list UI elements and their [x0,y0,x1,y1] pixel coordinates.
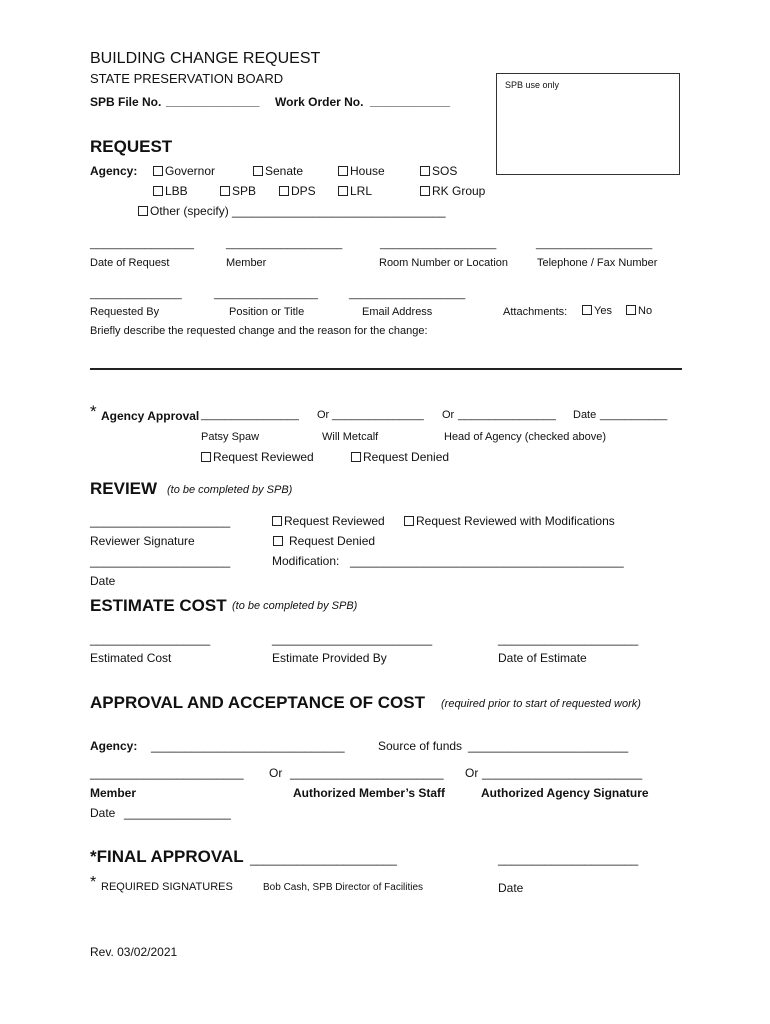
date-label: Date [573,409,597,421]
review-note: (to be completed by SPB) [167,484,293,496]
checkbox-icon[interactable] [253,166,263,176]
member-staff-label: Authorized Member’s Staff [293,786,446,800]
or-label: Or [465,766,479,780]
agency-approval-field-1[interactable]: ________________ [201,409,299,421]
reviewer-signature-field[interactable]: _____________________ [90,514,231,528]
or-label: Or [442,409,455,421]
final-approval-field[interactable]: ______________________ [250,852,397,866]
agency-approval-label: Agency Approval [101,409,200,423]
agency-option-lrl[interactable]: LRL [338,184,372,198]
review-date-label: Date [90,574,116,588]
required-star: * [90,402,97,421]
member-staff-signature-field[interactable]: _______________________ [290,766,444,780]
agency-option-senate[interactable]: Senate [253,164,303,178]
final-date-label: Date [498,881,524,895]
requested-by-label: Requested By [90,306,160,318]
modification-label: Modification: [272,554,340,568]
approver-name: Will Metcalf [322,431,379,443]
checkbox-icon[interactable] [420,186,430,196]
estimated-cost-field[interactable]: __________________ [90,632,211,646]
date-of-estimate-label: Date of Estimate [498,651,587,665]
work-order-label: Work Order No. [275,95,364,109]
checkbox-icon[interactable] [626,305,636,315]
form-subtitle: STATE PRESERVATION BOARD [90,71,284,86]
director-label: Bob Cash, SPB Director of Facilities [263,882,424,893]
agency-option-house[interactable]: House [338,164,385,178]
form-title: BUILDING CHANGE REQUEST [90,50,321,67]
requested-by-field[interactable]: _______________ [90,288,182,300]
agency-option-governor[interactable]: Governor [153,164,215,178]
final-approval-date-field[interactable]: _____________________ [498,852,639,866]
estimate-heading: ESTIMATE COST [90,596,227,615]
agency-approval-field-3[interactable]: ________________ [458,409,556,421]
agency-label: Agency: [90,164,138,178]
agency-option-dps[interactable]: DPS [279,184,316,198]
member-label: Member [226,257,267,269]
agency-request-denied-option[interactable]: Request Denied [351,450,449,464]
other-specify-field[interactable]: ________________________________ [232,204,446,218]
date-of-estimate-field[interactable]: _____________________ [498,632,639,646]
estimated-cost-label: Estimated Cost [90,651,172,665]
approval-note: (required prior to start of requested work) [441,698,641,710]
checkbox-icon[interactable] [338,166,348,176]
final-approval-heading: *FINAL APPROVAL [90,847,244,866]
checkbox-icon[interactable] [220,186,230,196]
attachments-no-option[interactable]: No [626,305,652,317]
revision-date: Rev. 03/02/2021 [90,945,178,959]
telephone-fax-field[interactable]: ___________________ [536,238,653,250]
checkbox-icon[interactable] [279,186,289,196]
approval-agency-field[interactable]: _____________________________ [151,739,345,753]
email-address-label: Email Address [362,306,433,318]
position-title-field[interactable]: _________________ [214,288,319,300]
approval-agency-label: Agency: [90,739,138,753]
work-order-field[interactable]: ____________ [370,94,451,108]
required-star: * [90,874,97,891]
spb-use-only-label: SPB use only [505,80,560,90]
review-date-field[interactable]: _____________________ [90,554,231,568]
reviewer-signature-label: Reviewer Signature [90,534,195,548]
checkbox-icon[interactable] [404,516,414,526]
checkbox-icon[interactable] [420,166,430,176]
estimate-note: (to be completed by SPB) [232,600,358,612]
checkbox-icon[interactable] [351,452,361,462]
review-denied-option[interactable]: Request Denied [273,534,375,548]
estimate-provided-by-label: Estimate Provided By [272,651,387,665]
describe-change-label: Briefly describe the requested change and the reason for the change: [90,325,428,337]
room-location-field[interactable]: ___________________ [380,238,497,250]
request-heading: REQUEST [90,137,173,156]
telephone-fax-label: Telephone / Fax Number [537,257,658,269]
agency-option-other[interactable]: Other (specify) ________________________________ [138,204,446,218]
agency-approval-date-field[interactable]: ___________ [600,409,668,421]
checkbox-icon[interactable] [272,516,282,526]
spb-file-label: SPB File No. [90,95,162,109]
spb-file-field[interactable]: ______________ [166,94,260,108]
agency-option-lbb[interactable]: LBB [153,184,188,198]
attachments-yes-option[interactable]: Yes [582,305,612,317]
checkbox-icon[interactable] [138,206,148,216]
or-label: Or [269,766,283,780]
or-label: Or [317,409,330,421]
approval-date-label: Date [90,806,116,820]
agency-signature-field[interactable]: ________________________ [482,766,643,780]
agency-option-sos[interactable]: SOS [420,164,457,178]
date-of-request-label: Date of Request [90,257,170,269]
review-reviewed-option[interactable]: Request Reviewed [272,514,385,528]
modification-field[interactable]: _________________________________________ [350,554,624,568]
review-reviewed-modifications-option[interactable]: Request Reviewed with Modifications [404,514,615,528]
agency-option-rk-group[interactable]: RK Group [420,184,485,198]
required-signatures-label: REQUIRED SIGNATURES [101,881,233,893]
member-field[interactable]: ___________________ [226,238,343,250]
agency-approval-field-2[interactable]: _______________ [332,409,424,421]
agency-signature-label: Authorized Agency Signature [481,786,649,800]
room-location-label: Room Number or Location [379,257,509,269]
checkbox-icon[interactable] [153,186,163,196]
checkbox-icon[interactable] [582,305,592,315]
source-of-funds-field[interactable]: ________________________ [468,739,629,753]
spb-use-only-box [496,73,680,175]
email-address-field[interactable]: ___________________ [349,288,466,300]
approver-name: Patsy Spaw [201,431,260,443]
review-heading: REVIEW [90,479,158,498]
checkbox-icon[interactable] [201,452,211,462]
checkbox-icon[interactable] [273,536,283,546]
agency-option-spb[interactable]: SPB [220,184,256,198]
source-of-funds-label: Source of funds [378,739,463,753]
attachments-label: Attachments: [503,306,568,318]
position-title-label: Position or Title [229,306,305,318]
member-label: Member [90,786,137,800]
date-of-request-field[interactable]: _________________ [90,238,195,250]
section-divider [90,368,682,370]
member-signature-field[interactable]: _______________________ [90,766,244,780]
approval-heading: APPROVAL AND ACCEPTANCE OF COST [90,693,425,712]
checkbox-icon[interactable] [153,166,163,176]
checkbox-icon[interactable] [338,186,348,196]
approver-name: Head of Agency (checked above) [444,431,607,443]
approval-date-field[interactable]: ________________ [124,806,231,820]
agency-request-reviewed-option[interactable]: Request Reviewed [201,450,314,464]
estimate-provided-by-field[interactable]: ________________________ [272,632,433,646]
